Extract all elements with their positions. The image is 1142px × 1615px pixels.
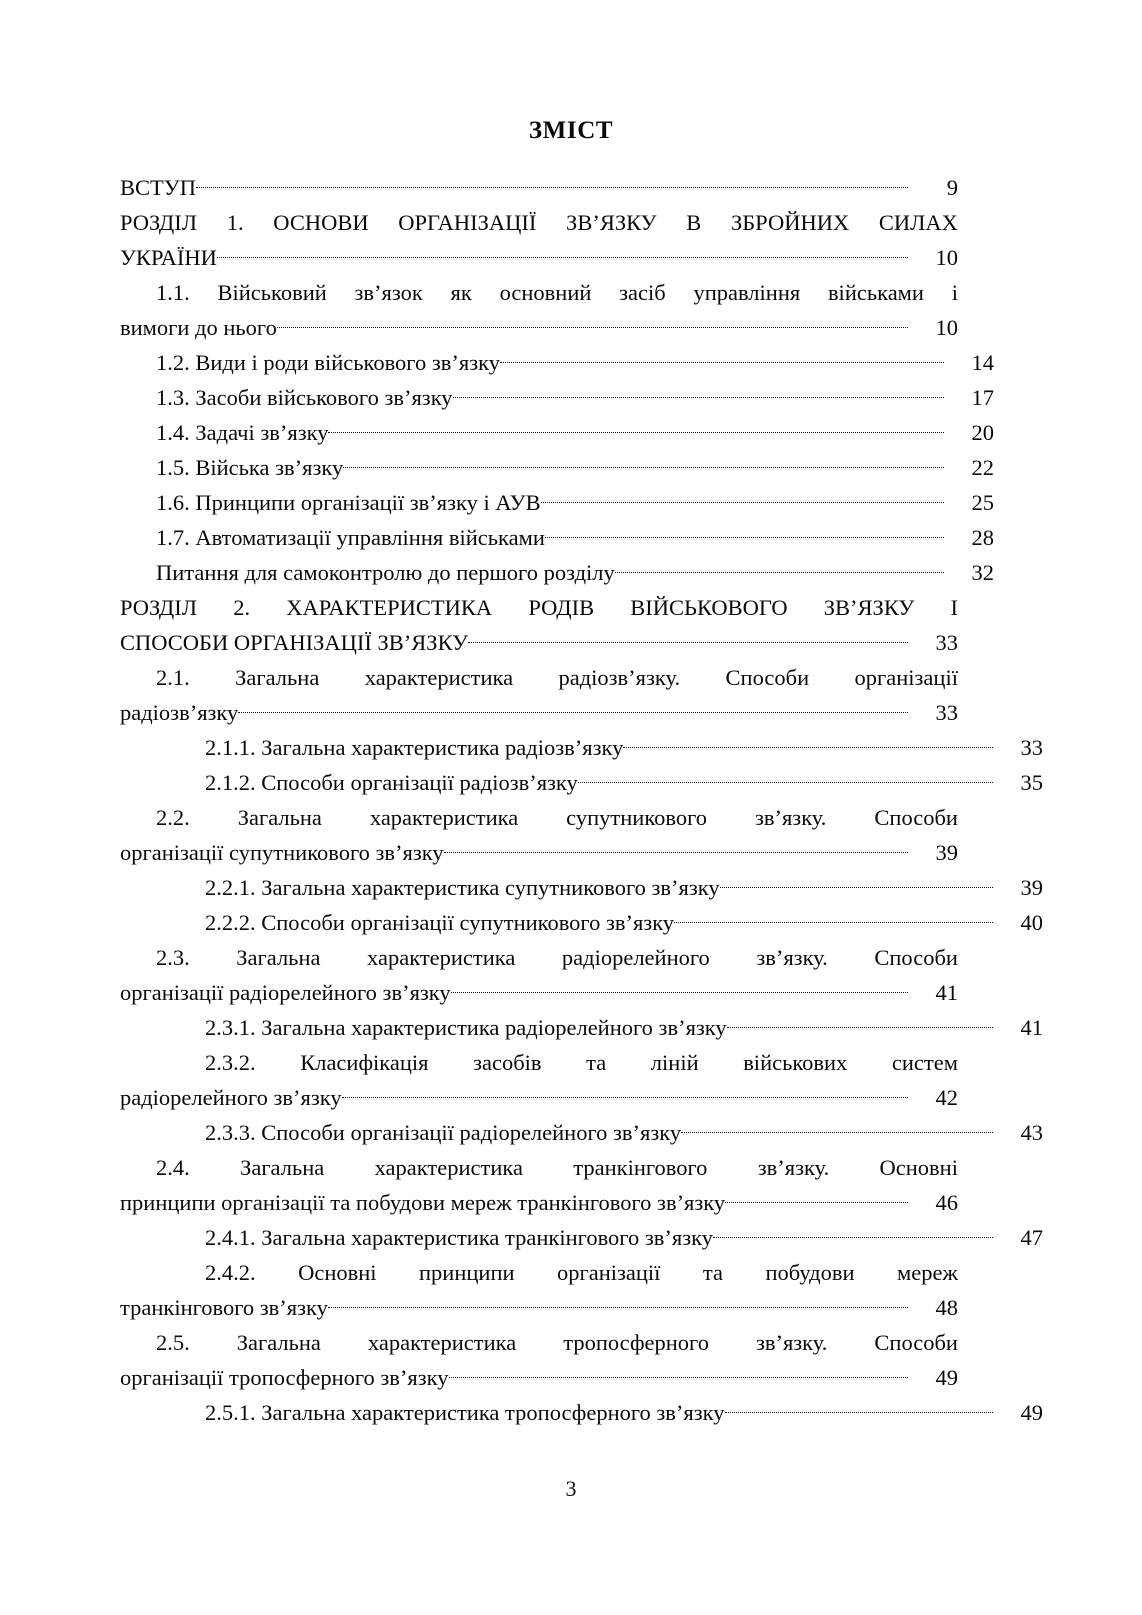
toc-word: І <box>950 595 958 620</box>
toc-page-number: 41 <box>935 980 958 1005</box>
dot-leader <box>545 523 944 546</box>
toc-entry[interactable] <box>120 1395 1043 1430</box>
toc-word: основний <box>499 280 592 305</box>
toc-page-number: 14 <box>971 350 994 375</box>
dot-leader <box>720 873 993 896</box>
toc-word: 1. <box>226 210 244 235</box>
toc-word: Військовий <box>217 280 327 305</box>
toc-word: характеристика <box>367 945 516 970</box>
toc-entry-title: 2.5.1. Загальна характеристика тропосферного зв’язку <box>205 1400 725 1425</box>
toc-entry-title: 2.4.1. Загальна характеристика транкінгового зв’язку <box>205 1225 713 1250</box>
toc-entry-last-line <box>120 870 1043 905</box>
toc-entry-last-line <box>120 1290 958 1325</box>
toc-entry[interactable] <box>120 205 958 275</box>
toc-entry-last-line <box>120 1360 958 1395</box>
toc-page-number: 32 <box>971 560 994 585</box>
dot-leader <box>342 1083 908 1106</box>
toc-word: транкінгового <box>573 1155 708 1180</box>
toc-word: Способи <box>874 945 958 970</box>
toc-entry-line <box>120 205 958 240</box>
toc-word: СИЛАХ <box>878 210 958 235</box>
toc-page-number: 17 <box>971 385 994 410</box>
dot-leader <box>277 313 908 336</box>
toc-page-number: 33 <box>935 630 958 655</box>
toc-entry-title: ВСТУП <box>120 175 196 200</box>
toc-word: характеристика <box>369 805 519 830</box>
toc-entry[interactable] <box>120 345 994 380</box>
toc-entry-last-line <box>120 730 1043 765</box>
toc-page-number: 33 <box>935 700 958 725</box>
toc-entry-last-line <box>120 905 1043 940</box>
table-of-contents <box>120 170 1043 1430</box>
dot-leader <box>453 383 944 406</box>
dot-leader <box>713 1223 993 1246</box>
toc-entry-last-line <box>120 695 958 730</box>
toc-word: Основні <box>879 1155 958 1180</box>
toc-entry-last-line <box>120 485 994 520</box>
toc-entry-line <box>120 590 958 625</box>
dot-leader <box>451 978 908 1001</box>
toc-entry-title: радіорелейного зв’язку <box>120 1085 342 1110</box>
toc-page-number: 20 <box>971 420 994 445</box>
toc-page-number: 22 <box>971 455 994 480</box>
toc-entry-title: 2.3.3. Способи організації радіорелейного зв’язку <box>205 1120 682 1145</box>
toc-entry-title: Питання для самоконтролю до першого розділу <box>156 560 615 585</box>
toc-word: 2.3.2. <box>205 1050 256 1075</box>
toc-page-number: 28 <box>971 525 994 550</box>
toc-word: побудови <box>765 1260 855 1285</box>
toc-entry-title: УКРАЇНИ <box>120 245 217 270</box>
dot-leader <box>328 1293 908 1316</box>
toc-entry-title: 1.5. Війська зв’язку <box>156 455 344 480</box>
toc-entry-title: 1.2. Види і роди військового зв’язку <box>156 350 500 375</box>
toc-entry-line <box>120 275 958 310</box>
toc-word: Способи <box>874 805 958 830</box>
toc-entry[interactable] <box>120 1255 958 1325</box>
toc-page-number: 35 <box>1020 770 1043 795</box>
toc-word: Загальна <box>236 1330 321 1355</box>
dot-leader <box>615 558 944 581</box>
toc-entry-title: 1.3. Засоби військового зв’язку <box>156 385 453 410</box>
toc-entry[interactable] <box>120 1115 1043 1150</box>
toc-entry-last-line <box>120 835 958 870</box>
toc-entry[interactable] <box>120 870 1043 905</box>
toc-word: ОСНОВИ <box>273 210 369 235</box>
toc-entry-last-line <box>120 240 958 275</box>
toc-entry-last-line <box>120 170 958 205</box>
toc-word: ВІЙСЬКОВОГО <box>630 595 788 620</box>
toc-word: як <box>450 280 472 305</box>
toc-word: РОЗДІЛ <box>120 595 198 620</box>
toc-entry-last-line <box>120 1010 1043 1045</box>
toc-entry-last-line <box>120 765 1043 800</box>
dot-leader <box>328 418 944 441</box>
toc-page-number: 43 <box>1020 1120 1043 1145</box>
toc-page-number: 40 <box>1020 910 1043 935</box>
toc-entry[interactable] <box>120 1220 1043 1255</box>
toc-entry-title: 2.1.1. Загальна характеристика радіозв’язку <box>205 735 624 760</box>
toc-word: Класифікація <box>300 1050 429 1075</box>
toc-entry-line <box>120 1255 958 1290</box>
toc-word: характеристика <box>364 665 514 690</box>
page-folio-number: 3 <box>565 1476 577 1501</box>
toc-entry-last-line <box>120 310 958 345</box>
toc-word: тропосферного <box>563 1330 709 1355</box>
dot-leader <box>196 173 908 196</box>
toc-entry[interactable] <box>120 905 1043 940</box>
toc-entry-last-line <box>120 975 958 1010</box>
toc-word: засобів <box>473 1050 542 1075</box>
toc-word: Основні <box>298 1260 377 1285</box>
toc-word: РОДІВ <box>528 595 595 620</box>
toc-entry[interactable] <box>120 1150 958 1220</box>
toc-page-number: 33 <box>1020 735 1043 760</box>
toc-word: ЗБРОЙНИХ <box>730 210 850 235</box>
toc-entry-title: 1.6. Принципи організації зв’язку і АУВ <box>156 490 541 515</box>
toc-word: В <box>686 210 702 235</box>
dot-leader <box>449 1363 908 1386</box>
toc-word: ХАРАКТЕРИСТИКА <box>286 595 493 620</box>
toc-word: зв’язку. <box>757 1155 830 1180</box>
toc-word: ліній <box>650 1050 699 1075</box>
toc-entry[interactable] <box>120 1325 958 1395</box>
dot-leader <box>217 243 908 266</box>
toc-entry[interactable] <box>120 1045 958 1115</box>
toc-word: 2. <box>233 595 251 620</box>
toc-entry-title: організації радіорелейного зв’язку <box>120 980 451 1005</box>
toc-entry-line <box>120 800 958 835</box>
toc-entry[interactable] <box>120 380 994 415</box>
dot-leader <box>725 1398 993 1421</box>
dot-leader <box>727 1013 993 1036</box>
toc-word: управління <box>693 280 801 305</box>
toc-entry-title: 2.2.2. Способи організації супутникового зв’язку <box>205 910 675 935</box>
dot-leader <box>343 453 944 476</box>
toc-entry-last-line <box>120 415 994 450</box>
page-title: ЗМІСТ <box>528 117 614 144</box>
toc-word: ЗВ’ЯЗКУ <box>823 595 915 620</box>
toc-word: зв’язок <box>354 280 423 305</box>
toc-entry-title: вимоги до нього <box>120 315 277 340</box>
toc-word: 2.1. <box>156 665 190 690</box>
dot-leader <box>444 838 908 861</box>
toc-word: РОЗДІЛ <box>120 210 198 235</box>
toc-entry-title: 2.2.1. Загальна характеристика супутникового зв’язку <box>205 875 720 900</box>
toc-entry[interactable] <box>120 1010 1043 1045</box>
toc-entry-title: 1.4. Задачі зв’язку <box>156 420 329 445</box>
toc-word: зв’язку. <box>754 805 827 830</box>
toc-word: військами <box>827 280 924 305</box>
toc-entry-last-line <box>120 520 994 555</box>
toc-word: Загальна <box>237 805 322 830</box>
toc-page-number: 47 <box>1020 1225 1043 1250</box>
toc-word: радіорелейного <box>561 945 710 970</box>
toc-word: 2.2. <box>156 805 190 830</box>
toc-entry-title: 2.1.2. Способи організації радіозв’язку <box>205 770 578 795</box>
toc-entry-title: організації супутникового зв’язку <box>120 840 444 865</box>
toc-entry[interactable] <box>120 450 994 485</box>
toc-word: мереж <box>896 1260 958 1285</box>
toc-page-number: 10 <box>935 315 958 340</box>
toc-word: 2.4.2. <box>205 1260 256 1285</box>
toc-entry[interactable] <box>120 170 958 205</box>
toc-page-number: 39 <box>1020 875 1043 900</box>
toc-entry[interactable] <box>120 765 1043 800</box>
toc-entry-title: радіозв’язку <box>120 700 239 725</box>
toc-word: зв’язку. <box>755 1330 828 1355</box>
dot-leader <box>578 768 993 791</box>
toc-entry[interactable] <box>120 275 958 345</box>
toc-page-number: 49 <box>1020 1400 1043 1425</box>
dot-leader <box>500 348 944 371</box>
toc-entry-last-line <box>120 555 994 590</box>
toc-entry[interactable] <box>120 590 958 660</box>
toc-entry[interactable] <box>120 485 994 520</box>
toc-word: зв’язку. <box>756 945 828 970</box>
toc-entry-title: 1.7. Автоматизації управління військами <box>156 525 545 550</box>
toc-page-number: 9 <box>946 175 958 200</box>
toc-word: 2.5. <box>156 1330 190 1355</box>
toc-page-number: 25 <box>971 490 994 515</box>
toc-word: і <box>951 280 958 305</box>
toc-word: 2.3. <box>156 945 190 970</box>
dot-leader <box>468 628 908 651</box>
toc-page-number: 39 <box>935 840 958 865</box>
dot-leader <box>681 1118 993 1141</box>
toc-word: 1.1. <box>156 280 190 305</box>
toc-entry[interactable] <box>120 415 994 450</box>
toc-entry[interactable] <box>120 730 1043 765</box>
toc-entry-title: СПОСОБИ ОРГАНІЗАЦІЇ ЗВ’ЯЗКУ <box>120 630 469 655</box>
toc-word: та <box>586 1050 607 1075</box>
toc-word: характеристика <box>374 1155 523 1180</box>
toc-entry-last-line <box>120 625 958 660</box>
toc-entry-title: організації тропосферного зв’язку <box>120 1365 449 1390</box>
toc-entry-last-line <box>120 1080 958 1115</box>
dot-leader <box>541 488 944 511</box>
toc-page-number: 46 <box>935 1190 958 1215</box>
toc-word: характеристика <box>367 1330 517 1355</box>
toc-entry-last-line <box>120 1185 958 1220</box>
toc-page-number: 10 <box>935 245 958 270</box>
toc-entry-last-line <box>120 1395 1043 1430</box>
toc-entry[interactable] <box>120 940 958 1010</box>
toc-word: 2.4. <box>156 1155 190 1180</box>
toc-word: Загальна <box>236 945 321 970</box>
toc-page-number: 41 <box>1020 1015 1043 1040</box>
toc-entry-title: 2.3.1. Загальна характеристика радіорелейного зв’язку <box>205 1015 727 1040</box>
toc-entry-last-line <box>120 1115 1043 1150</box>
toc-entry[interactable] <box>120 800 958 870</box>
toc-word: Загальна <box>240 1155 325 1180</box>
toc-page-number: 42 <box>935 1085 958 1110</box>
toc-word: організації <box>854 665 958 690</box>
toc-word: організації <box>556 1260 661 1285</box>
toc-word: та <box>702 1260 723 1285</box>
toc-page-number: 48 <box>935 1295 958 1320</box>
toc-word: засіб <box>619 280 666 305</box>
toc-entry-line <box>120 940 958 975</box>
toc-entry-title: транкінгового зв’язку <box>120 1295 328 1320</box>
toc-entry-line <box>120 1045 958 1080</box>
toc-word: систем <box>891 1050 958 1075</box>
toc-entry-line <box>120 1325 958 1360</box>
dot-leader <box>623 733 993 756</box>
dot-leader <box>238 698 908 721</box>
toc-word: ЗВ’ЯЗКУ <box>566 210 657 235</box>
dot-leader <box>674 908 993 931</box>
dot-leader <box>725 1188 908 1211</box>
toc-word: радіозв’язку. <box>558 665 681 690</box>
toc-entry-last-line <box>120 380 994 415</box>
toc-entry-line <box>120 1150 958 1185</box>
toc-entry-last-line <box>120 345 994 380</box>
toc-word: Способи <box>725 665 810 690</box>
toc-page-number: 49 <box>935 1365 958 1390</box>
toc-word: принципи <box>418 1260 515 1285</box>
toc-entry[interactable] <box>120 555 994 590</box>
toc-entry-last-line <box>120 1220 1043 1255</box>
toc-entry-line <box>120 660 958 695</box>
toc-entry-last-line <box>120 450 994 485</box>
toc-word: Загальна <box>235 665 320 690</box>
toc-word: військових <box>743 1050 848 1075</box>
toc-word: Способи <box>874 1330 958 1355</box>
toc-word: ОРГАНІЗАЦІЇ <box>398 210 537 235</box>
toc-entry-title: принципи організації та побудови мереж транкінгового зв’язку <box>120 1190 726 1215</box>
toc-word: супутникового <box>566 805 707 830</box>
toc-entry[interactable] <box>120 660 958 730</box>
toc-entry[interactable] <box>120 520 994 555</box>
